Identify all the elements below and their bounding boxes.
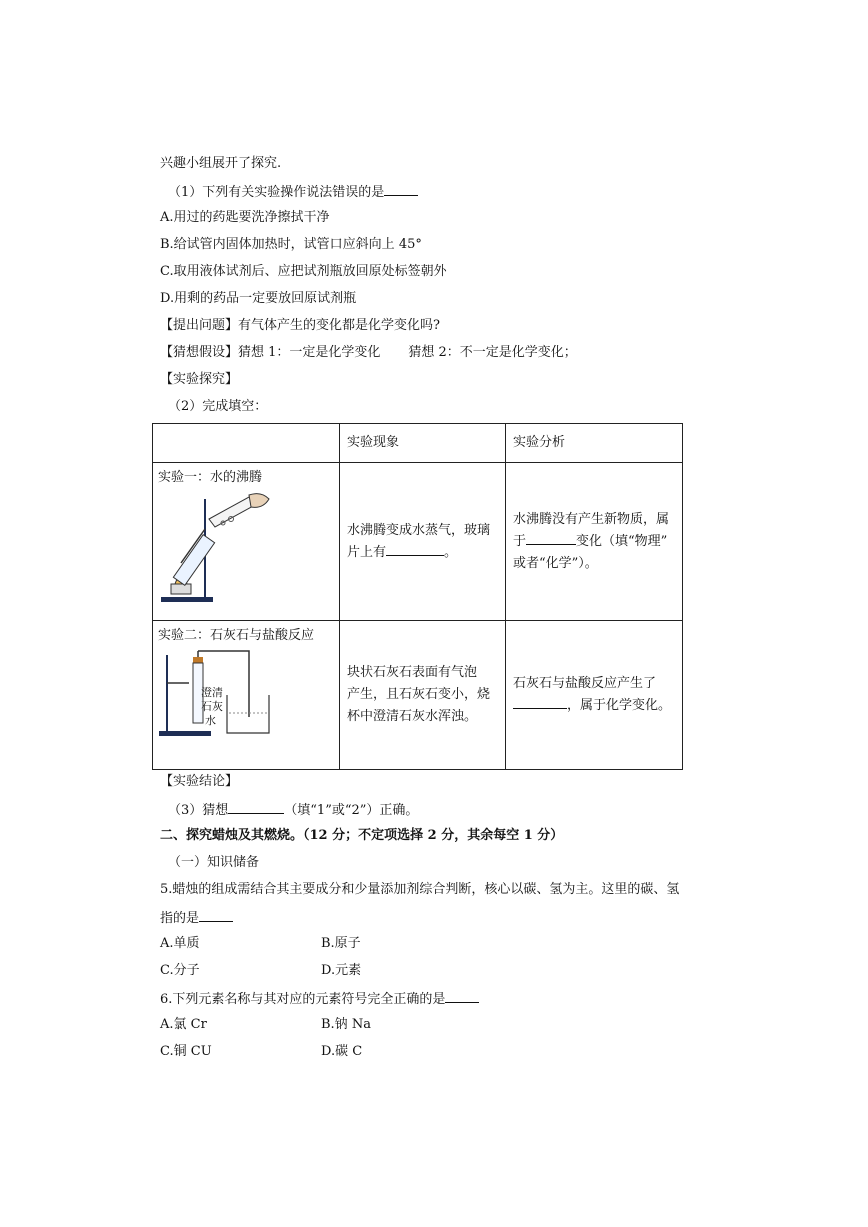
experiment-1-analysis [506, 463, 683, 621]
hypothesis-line [160, 345, 577, 361]
intro-line: 兴趣小组展开了探究. [160, 156, 282, 171]
table-header-row [153, 424, 683, 463]
question-5-line-1: 5.蜡烛的组成需结合其主要成分和少量添加剂综合判断，核心以碳、氢为主。这里的碳、氢 [160, 882, 680, 897]
experiment-1-cell [153, 463, 340, 621]
table-row [153, 621, 683, 770]
table-header-phenomenon: 实验现象 [340, 424, 506, 463]
answer-blank[interactable] [199, 909, 233, 922]
answer-blank[interactable] [386, 543, 444, 556]
experiment-2-phenomenon [340, 621, 506, 770]
limewater-label-1: 澄清 [201, 686, 223, 699]
experiment-2-name: 实验二：石灰石与盐酸反应 [158, 628, 315, 643]
question-6: 6.下列元素名称与其对应的元素符号完全正确的是 [160, 990, 479, 1008]
limewater-label-3: 水 [205, 714, 216, 727]
hypothesis-2: 猜想 2：不一定是化学变化； [408, 345, 577, 360]
boiling-apparatus-icon [157, 489, 277, 607]
option-c: C.取用液体试剂后、应把试剂瓶放回原处标签朝外 [160, 264, 447, 279]
analysis-1-line-3: 或者“化学”）。 [513, 555, 598, 571]
question-1 [168, 183, 418, 201]
option-b: B.给试管内固体加热时，试管口应斜向上 45° [160, 237, 422, 252]
phenomenon-2-line-3: 杯中澄清石灰水浑浊。 [347, 709, 478, 724]
table-header-empty [153, 424, 340, 463]
limewater-label-2: 石灰 [201, 700, 223, 713]
conclusion-heading: 【实验结论】 [160, 774, 239, 789]
answer-blank[interactable] [513, 696, 567, 709]
limestone-apparatus [157, 647, 277, 741]
q5-option-d: D.元素 [321, 963, 362, 978]
experiment-2-analysis [506, 621, 683, 770]
q6-option-b: B.钠 Na [321, 1017, 371, 1032]
phenomenon-2-line-2: 产生，且石灰石变小，烧 [347, 687, 491, 702]
answer-blank[interactable] [384, 183, 418, 196]
experiment-table [152, 423, 683, 770]
experiment-1-name: 实验一：水的沸腾 [158, 470, 263, 485]
phenomenon-1-line-1: 水沸腾变成水蒸气，玻璃 [347, 522, 491, 538]
phenomenon-1-line-2: 片上有 。 [347, 544, 458, 560]
table-row [153, 463, 683, 621]
analysis-2-line-1: 石灰石与盐酸反应产生了 [513, 676, 657, 691]
answer-blank[interactable] [526, 532, 576, 545]
analysis-1-line-2: 于 变化（填“物理” [513, 533, 668, 549]
experiment-1-phenomenon [340, 463, 506, 621]
subsection-1: （一）知识储备 [168, 855, 260, 870]
option-a: A.用过的药匙要洗净擦拭干净 [160, 210, 330, 225]
q5-option-b: B.原子 [321, 936, 361, 951]
question-5-line-2: 指的是 [160, 909, 233, 927]
question-3: （3）猜想 （填“1”或“2”）正确。 [168, 803, 419, 818]
answer-blank[interactable] [228, 801, 284, 814]
answer-blank[interactable] [445, 990, 479, 1003]
section-2-title: 二、探究蜡烛及其燃烧。（12 分；不定项选择 2 分，其余每空 1 分） [160, 828, 564, 843]
q6-option-a: A.氯 Cr [160, 1017, 207, 1032]
analysis-1-line-1: 水沸腾没有产生新物质，属 [513, 511, 670, 527]
table-header-analysis: 实验分析 [506, 424, 683, 463]
question-1-stem: （1）下列有关实验操作说法错误的是 [168, 185, 385, 200]
experiment-2-cell [153, 621, 340, 770]
q6-option-d: D.碳 C [321, 1044, 363, 1059]
q5-option-c: C.分子 [160, 963, 200, 978]
explore-heading: 【实验探究】 [160, 372, 239, 387]
option-d: D.用剩的药品一定要放回原试剂瓶 [160, 291, 357, 306]
question-section: 【提出问题】有气体产生的变化都是化学变化吗? [160, 318, 440, 333]
hypothesis-1: 【猜想假设】猜想 1：一定是化学变化 [160, 345, 381, 360]
q5-option-a: A.单质 [160, 936, 200, 951]
question-2-stem: （2）完成填空： [168, 399, 268, 414]
q6-option-c: C.铜 CU [160, 1044, 212, 1059]
phenomenon-2-line-1: 块状石灰石表面有气泡 [347, 665, 478, 680]
analysis-2-line-2: ，属于化学变化。 [513, 695, 671, 717]
